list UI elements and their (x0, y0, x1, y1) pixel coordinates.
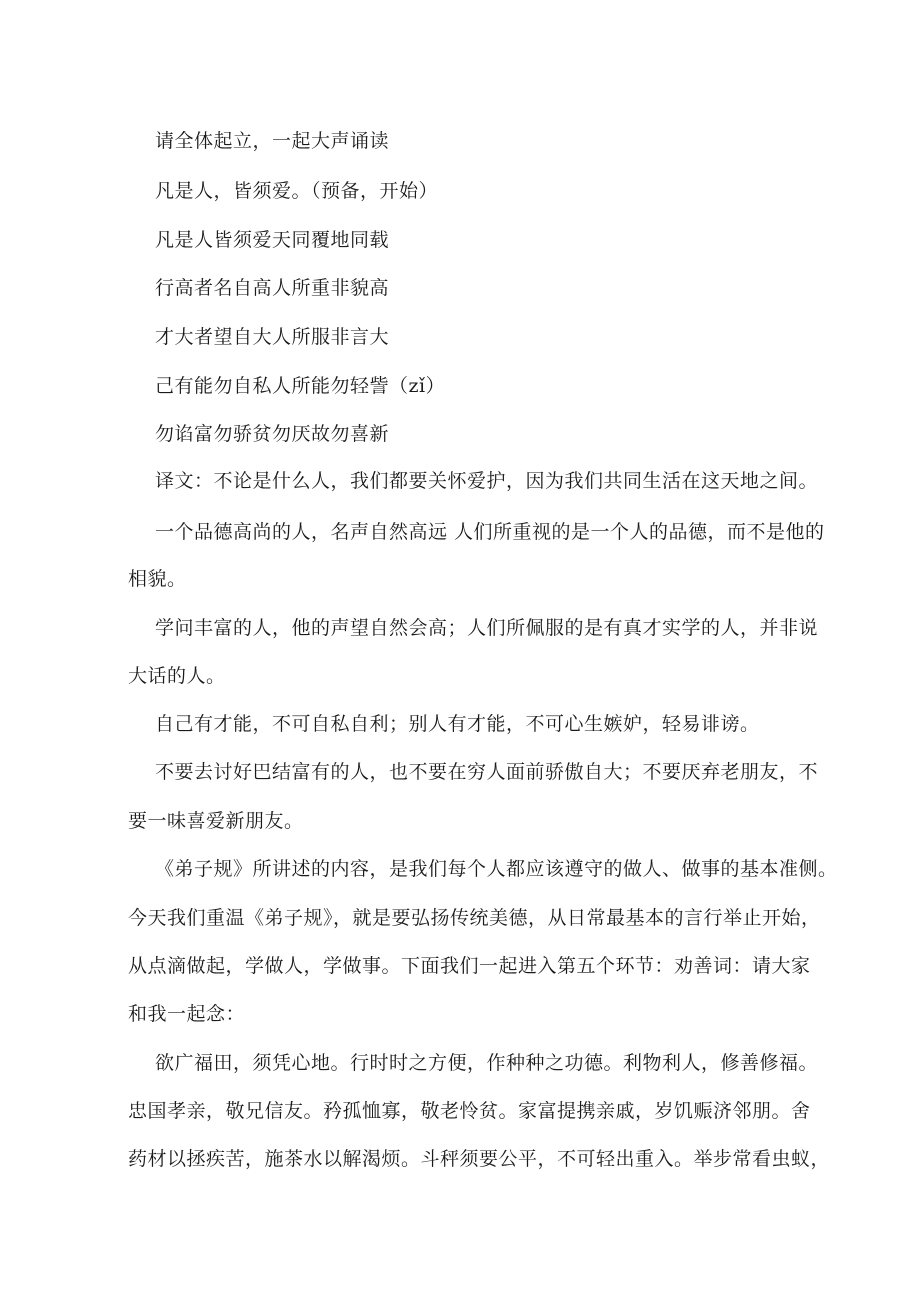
text-line: 行高者名自高人所重非貌高 (155, 277, 390, 299)
text-line: 凡是人皆须爱天同覆地同载 (155, 229, 390, 251)
text-line: 凡是人，皆须爱。（预备，开始） (155, 180, 439, 202)
text-line: 药材以拯疾苦，施茶水以解渴烦。斗秤须要公平，不可轻出重入。举步常看虫蚁， (128, 1148, 831, 1170)
text-line: 才大者望自大人所服非言大 (155, 326, 390, 348)
text-line: 忠国孝亲，敬兄信友。矜孤恤寡，敬老怜贫。家富提携亲戚，岁饥赈济邻朋。舍 (128, 1100, 811, 1122)
text-line: 相貌。 (128, 568, 187, 590)
text-line: 要一味喜爱新朋友。 (128, 810, 304, 832)
text-line: 自己有才能，不可自私自利；别人有才能，不可心生嫉妒，轻易诽谤。 (155, 713, 760, 735)
text-line: 今天我们重温《弟子规》，就是要弘扬传统美德，从日常最基本的言行举止开始， (128, 907, 821, 929)
text-line: 《弟子规》所讲述的内容，是我们每个人都应该遵守的做人、做事的基本准侧。 (155, 858, 838, 880)
text-line: 己有能勿自私人所能勿轻訾（zǐ） (155, 375, 446, 397)
text-line: 一个品德高尚的人，名声自然高远 人们所重视的是一个人的品德，而不是他的 (155, 521, 825, 543)
text-line: 和我一起念： (128, 1003, 246, 1025)
text-line: 从点滴做起，学做人，学做事。下面我们一起进入第五个环节：劝善词：请大家 (128, 955, 811, 977)
text-line: 译文：不论是什么人，我们都要关怀爱护，因为我们共同生活在这天地之间。 (155, 470, 819, 492)
text-line: 大话的人。 (128, 665, 226, 687)
text-line: 学问丰富的人，他的声望自然会高；人们所佩服的是有真才实学的人，并非说 (155, 617, 819, 639)
text-line: 欲广福田，须凭心地。行时时之方便，作种种之功德。利物利人，修善修福。 (155, 1052, 819, 1074)
text-line: 不要去讨好巴结富有的人，也不要在穷人面前骄傲自大；不要厌弃老朋友，不 (155, 761, 819, 783)
text-line: 勿谄富勿骄贫勿厌故勿喜新 (155, 423, 390, 445)
text-line: 请全体起立，一起大声诵读 (155, 130, 390, 152)
